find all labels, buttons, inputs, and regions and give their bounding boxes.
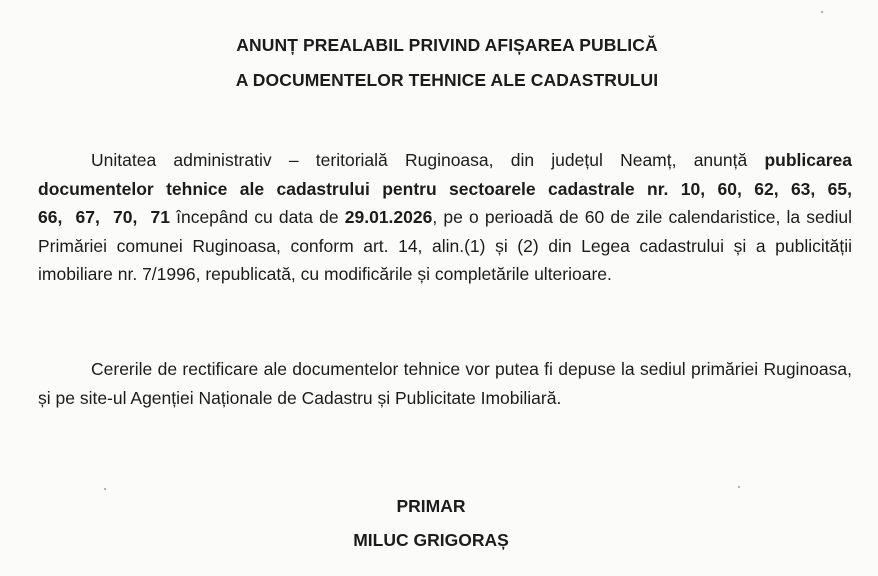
announcement-paragraph <box>38 146 852 289</box>
document-title-line-2: A DOCUMENTELOR TEHNICE ALE CADASTRULUI <box>235 70 659 90</box>
scan-speck <box>738 486 740 488</box>
signature-name: MILUC GRIGORAȘ <box>353 530 509 550</box>
paragraph-text: , pe o perioadă de 60 de zile calendaristice, la sediul Primăriei comunei Ruginoasa, conform art. 14, alin.(1) și (2) din Legea cadastrului și a publicității imobiliare nr. 7/1996, republicată, cu modificările și completările ulterioare. <box>38 207 852 284</box>
bold-sectors-text: publicarea documentelor tehnice ale cadastrului pentru sectoarele cadastrale nr. 10, 60, 62, 63, 65, 66, 67, 70, 71 <box>38 150 852 227</box>
bold-date: 29.01.2026 <box>344 207 433 227</box>
paragraph-text: Unitatea administrativ – teritorială Ruginoasa, din județul Neamț, anunță <box>91 150 765 170</box>
signature-role: PRIMAR <box>396 496 466 516</box>
paragraph-text: începând cu data de <box>169 207 345 227</box>
rectification-paragraph: Cererile de rectificare ale documentelor tehnice vor putea fi depuse la sediul primăriei Ruginoasa, și pe site-ul Agenției Naționale de Cadastru și Publicitate Imobiliară. <box>38 359 852 408</box>
scan-speck <box>821 11 823 13</box>
document-title-line-1: ANUNȚ PREALABIL PRIVIND AFIȘAREA PUBLICĂ <box>236 35 658 55</box>
scan-speck <box>104 488 106 490</box>
